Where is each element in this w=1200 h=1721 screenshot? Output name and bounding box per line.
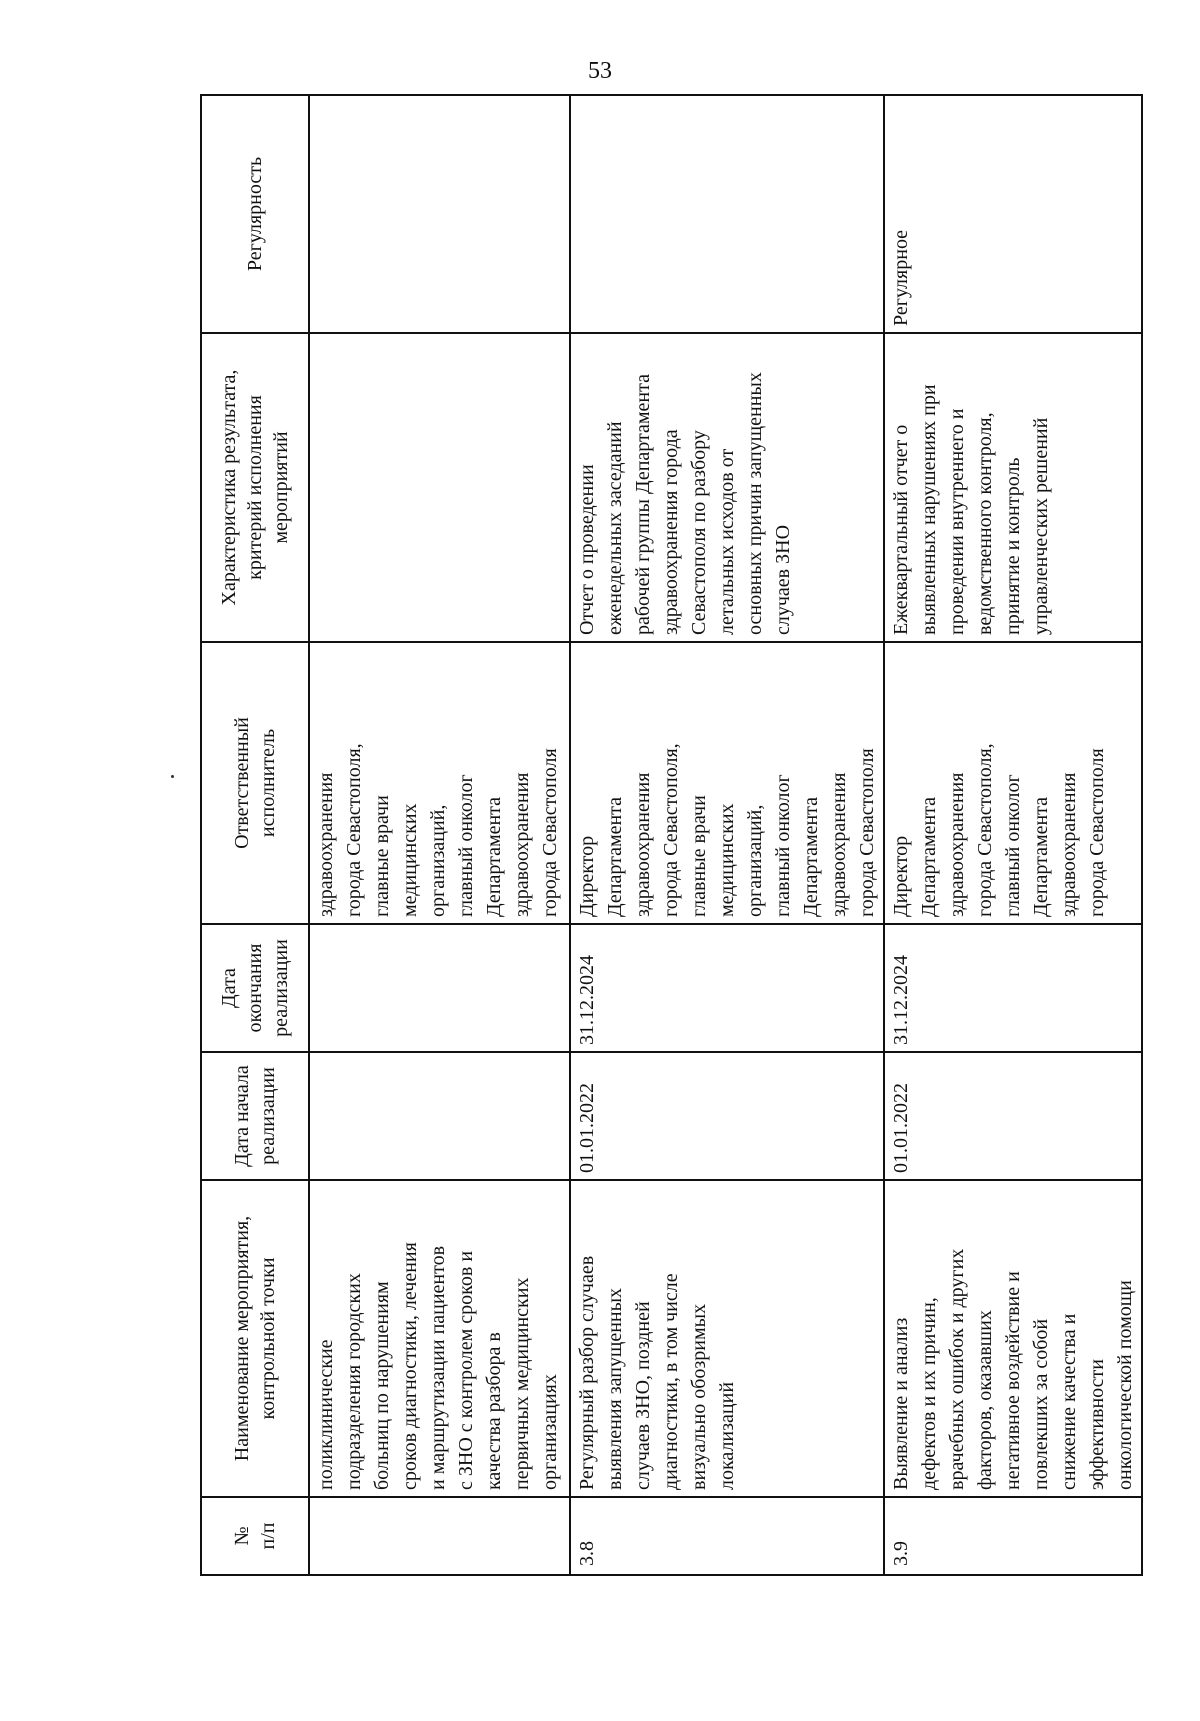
row-start-date: 01.01.2022 bbox=[570, 1052, 884, 1180]
row-responsible: здравоохранения города Севастополя, главные врачи медицинских организаций, главный онколог Департамента здравоохранения города Севастополя bbox=[309, 642, 570, 924]
header-regularity: Регулярность bbox=[201, 95, 309, 333]
table-row bbox=[309, 95, 570, 1575]
scan-speck bbox=[171, 775, 174, 778]
rotated-table-container bbox=[200, 96, 1136, 1576]
page-number: 53 bbox=[588, 58, 612, 84]
row-event-name: поликлинические подразделения городских больниц по нарушениям сроков диагностики, лечения и маршрутизации пациентов с ЗНО с контролем сроков и качества разбора в первичных медицинских организациях bbox=[309, 1180, 570, 1497]
row-event-name: Выявление и анализ дефектов и их причин, врачебных ошибок и других факторов, оказавших негативное воздействие и повлекших за собой снижение качества и эффективности онкологической помощи bbox=[884, 1180, 1142, 1497]
row-responsible: Директор Департамента здравоохранения города Севастополя, главный онколог Департамента здравоохранения города Севастополя bbox=[884, 642, 1142, 924]
header-event-name: Наименование мероприятия, контрольной точки bbox=[201, 1180, 309, 1497]
row-number: 3.8 bbox=[570, 1497, 884, 1575]
row-end-date bbox=[309, 924, 570, 1052]
header-end-date: Дата окончания реализации bbox=[201, 924, 309, 1052]
events-table bbox=[200, 94, 1143, 1576]
header-start-date: Дата начала реализации bbox=[201, 1052, 309, 1180]
table-row bbox=[884, 95, 1142, 1575]
header-number: № п/п bbox=[201, 1497, 309, 1575]
row-regularity bbox=[570, 95, 884, 333]
row-responsible: Директор Департамента здравоохранения города Севастополя, главные врачи медицинских организаций, главный онколог Департамента здравоохранения города Севастополя bbox=[570, 642, 884, 924]
row-regularity: Регулярное bbox=[884, 95, 1142, 333]
header-result: Характеристика результата, критерий исполнения мероприятий bbox=[201, 333, 309, 642]
row-end-date: 31.12.2024 bbox=[570, 924, 884, 1052]
table-row bbox=[570, 95, 884, 1575]
header-responsible: Ответственный исполнитель bbox=[201, 642, 309, 924]
row-start-date bbox=[309, 1052, 570, 1180]
row-regularity bbox=[309, 95, 570, 333]
row-result: Ежеквартальный отчет о выявленных нарушениях при проведении внутреннего и ведомственного контроля, принятие и контроль управленческих решений bbox=[884, 333, 1142, 642]
row-result: Отчет о проведении еженедельных заседаний рабочей группы Департамента здравоохранения города Севастополя по разбору летальных исходов от основных причин запущенных случаев ЗНО bbox=[570, 333, 884, 642]
table-header-row bbox=[201, 95, 309, 1575]
row-result bbox=[309, 333, 570, 642]
row-number bbox=[309, 1497, 570, 1575]
row-end-date: 31.12.2024 bbox=[884, 924, 1142, 1052]
row-start-date: 01.01.2022 bbox=[884, 1052, 1142, 1180]
row-number: 3.9 bbox=[884, 1497, 1142, 1575]
row-event-name: Регулярный разбор случаев выявления запущенных случаев ЗНО, поздней диагностики, в том числе визуально обозримых локализаций bbox=[570, 1180, 884, 1497]
